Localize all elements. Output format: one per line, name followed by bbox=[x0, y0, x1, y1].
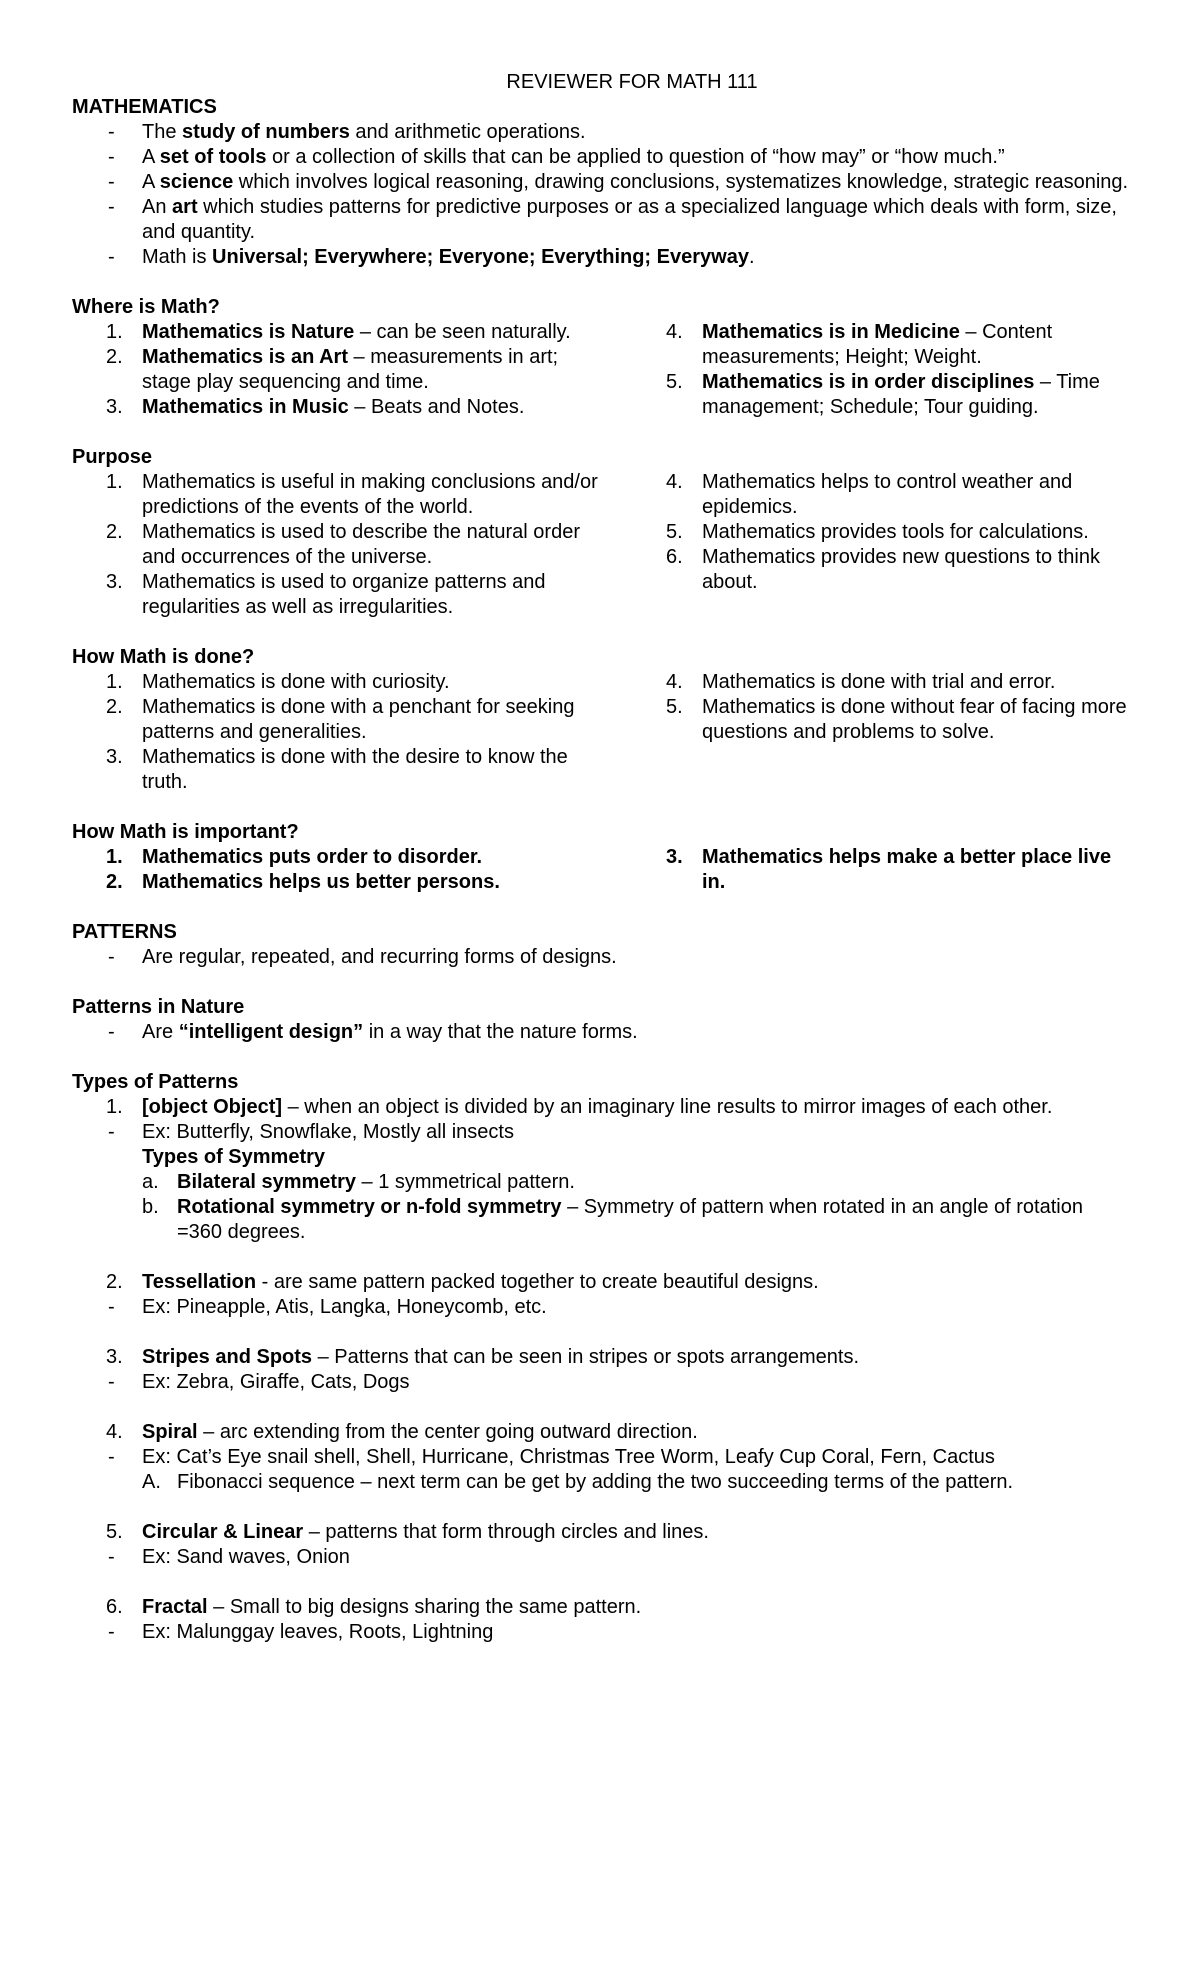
list-item: 3. Mathematics in Music – Beats and Notes. bbox=[106, 396, 525, 418]
list-item: 1. [object Object] – when an object is divided by an imaginary line results to mirror images of each other. bbox=[106, 1096, 1053, 1118]
patterns-heading: PATTERNS bbox=[72, 921, 177, 943]
important-heading: How Math is important? bbox=[72, 821, 299, 843]
list-item: - Math is Universal; Everywhere; Everyone; Everything; Everyway. bbox=[108, 246, 755, 268]
symmetry-types-heading: Types of Symmetry bbox=[142, 1146, 326, 1168]
where-columns bbox=[72, 320, 1132, 420]
list-item: 6. Mathematics provides new questions to think about. bbox=[666, 546, 1100, 593]
list-item: 5. Mathematics is done without fear of facing more questions and problems to solve. bbox=[666, 696, 1127, 743]
list-item: 1. Mathematics is done with curiosity. bbox=[106, 671, 450, 693]
list-item: - An art which studies patterns for predictive purposes or as a specialized language which deals with form, size, and quantity. bbox=[108, 196, 1117, 243]
document-title: REVIEWER FOR MATH 111 bbox=[506, 71, 758, 93]
list-item: 1. Mathematics is Nature – can be seen naturally. bbox=[106, 321, 571, 343]
example-item: - Ex: Cat’s Eye snail shell, Shell, Hurricane, Christmas Tree Worm, Leafy Cup Coral, Fern, Cactus bbox=[108, 1446, 995, 1468]
list-item: 2. Mathematics is used to describe the natural order and occurrences of the universe. bbox=[106, 521, 580, 568]
list-item: 5. Circular & Linear – patterns that form through circles and lines. bbox=[106, 1521, 709, 1543]
list-item: b. Rotational symmetry or n-fold symmetry – Symmetry of pattern when rotated in an angle of rotation =360 degrees. bbox=[142, 1196, 1083, 1243]
purpose-columns bbox=[72, 470, 1132, 620]
list-item: 1. Mathematics puts order to disorder. bbox=[106, 846, 483, 868]
list-item: 4. Mathematics is done with trial and error. bbox=[666, 671, 1056, 693]
types-heading: Types of Patterns bbox=[72, 1071, 239, 1093]
list-item: 4. Spiral – arc extending from the center going outward direction. bbox=[106, 1421, 698, 1443]
list-item: 5. Mathematics is in order disciplines – Time management; Schedule; Tour guiding. bbox=[666, 371, 1100, 418]
list-item: - Are “intelligent design” in a way that the nature forms. bbox=[108, 1021, 638, 1043]
list-item: - A science which involves logical reasoning, drawing conclusions, systematizes knowledge, strategic reasoning. bbox=[108, 171, 1129, 193]
example-item: - Ex: Butterfly, Snowflake, Mostly all insects bbox=[108, 1121, 514, 1143]
list-item: 2. Tessellation - are same pattern packed together to create beautiful designs. bbox=[106, 1271, 819, 1293]
purpose-heading: Purpose bbox=[72, 446, 153, 468]
where-heading: Where is Math? bbox=[72, 296, 220, 318]
list-item: - A set of tools or a collection of skills that can be applied to question of “how may” or “how much.” bbox=[108, 146, 1005, 168]
mathematics-heading: MATHEMATICS bbox=[72, 96, 217, 118]
example-item: - Ex: Malunggay leaves, Roots, Lightning bbox=[108, 1621, 494, 1643]
important-columns bbox=[72, 845, 1132, 895]
example-item: - Ex: Pineapple, Atis, Langka, Honeycomb, etc. bbox=[108, 1296, 547, 1318]
list-item: 2. Mathematics is an Art – measurements in art; stage play sequencing and time. bbox=[106, 346, 559, 393]
document-page bbox=[72, 70, 1132, 1645]
nature-heading: Patterns in Nature bbox=[72, 996, 245, 1018]
list-item: 3. Stripes and Spots – Patterns that can be seen in stripes or spots arrangements. bbox=[106, 1346, 859, 1368]
list-item: 2. Mathematics helps us better persons. bbox=[106, 871, 500, 893]
list-item: 2. Mathematics is done with a penchant for seeking patterns and generalities. bbox=[106, 696, 575, 743]
list-item: a. Bilateral symmetry – 1 symmetrical pattern. bbox=[142, 1171, 575, 1193]
list-item: 1. Mathematics is useful in making conclusions and/or predictions of the events of the world. bbox=[106, 471, 598, 518]
list-item: 6. Fractal – Small to big designs sharing the same pattern. bbox=[106, 1596, 642, 1618]
list-item: 3. Mathematics helps make a better place live in. bbox=[666, 846, 1112, 893]
list-item: A. Fibonacci sequence – next term can be get by adding the two succeeding terms of the pattern. bbox=[142, 1471, 1014, 1493]
list-item: 4. Mathematics helps to control weather and epidemics. bbox=[666, 471, 1073, 518]
list-item: 4. Mathematics is in Medicine – Content measurements; Height; Weight. bbox=[666, 321, 1053, 368]
example-item: - Ex: Sand waves, Onion bbox=[108, 1546, 350, 1568]
list-item: 3. Mathematics is used to organize patterns and regularities as well as irregularities. bbox=[106, 571, 546, 618]
how-done-columns bbox=[72, 670, 1132, 795]
list-item: - The study of numbers and arithmetic operations. bbox=[108, 121, 586, 143]
list-item: - Are regular, repeated, and recurring forms of designs. bbox=[108, 946, 617, 968]
list-item: 3. Mathematics is done with the desire to know the truth. bbox=[106, 746, 568, 793]
how-done-heading: How Math is done? bbox=[72, 646, 255, 668]
example-item: - Ex: Zebra, Giraffe, Cats, Dogs bbox=[108, 1371, 410, 1393]
list-item: 5. Mathematics provides tools for calculations. bbox=[666, 521, 1089, 543]
